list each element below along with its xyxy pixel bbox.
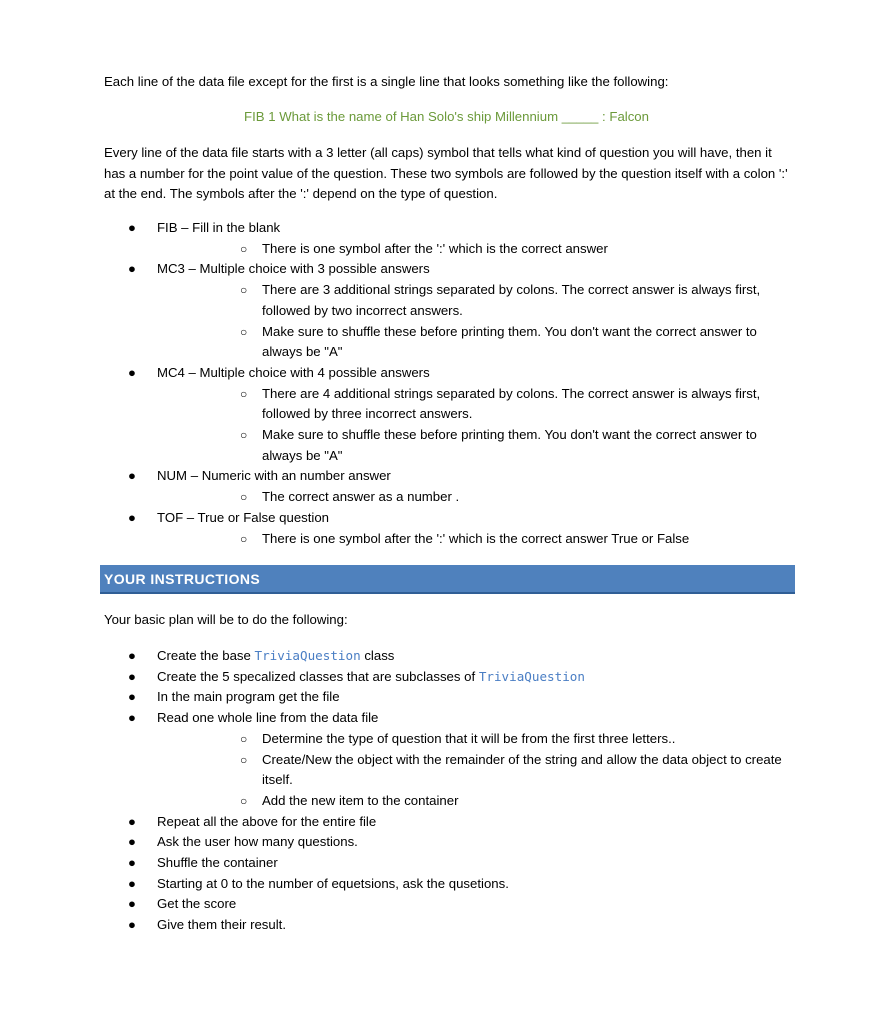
list-item: ● Shuffle the container [104, 853, 794, 874]
bullet-icon: ● [128, 855, 136, 871]
list-item: ○ Create/New the object with the remainder of the string and allow the data object to create itself. [240, 751, 782, 788]
bullet-icon: ● [128, 509, 136, 525]
list-item: ○ There is one symbol after the ':' which is the correct answer True or False [157, 529, 794, 550]
example-data-line: FIB 1 What is the name of Han Solo's ship Millennium _____ : Falcon [244, 109, 649, 124]
list-item: ○ Make sure to shuffle these before printing them. You don't want the correct answer to always be "A" [240, 427, 757, 463]
list-item: ● MC4 – Multiple choice with 4 possible answers ○ There are 4 additional strings separated by colons. The correct answer is always first, followed by three incorrect answers. ○ Make sure to shuffle these before printing them. You don't want the correct answer to always be "A" [104, 363, 794, 467]
list-item: ○ The correct answer as a number . [157, 487, 794, 508]
bullet-icon: ● [128, 364, 136, 380]
circle-bullet-icon: ○ [240, 324, 248, 339]
circle-bullet-icon: ○ [240, 531, 248, 546]
class-name-code: TriviaQuestion [478, 668, 585, 684]
list-item: ● Get the score [104, 894, 794, 915]
list-item: ● Create the base TriviaQuestion class [104, 646, 794, 667]
list-item: ○ Make sure to shuffle these before printing them. You don't want the correct answer to always be "A" [240, 323, 757, 360]
bullet-icon: ● [128, 710, 136, 726]
bullet-icon: ● [128, 689, 136, 705]
list-item: ○ There are 4 additional strings separated by colons. The correct answer is always first, followed by three incorrect answers. [240, 385, 761, 422]
section-heading-bar: YOUR INSTRUCTIONS [100, 565, 795, 594]
bullet-icon: ● [128, 917, 136, 933]
plan-steps-list [104, 646, 794, 936]
list-item: ● MC3 – Multiple choice with 3 possible answers ○ There are 3 additional strings separated by colons. The correct answer is always first, followed by two incorrect answers. ○ Make sure to shuffle these before printing them. You don't want the correct answer to always be "A" [104, 259, 794, 363]
circle-bullet-icon: ○ [240, 793, 248, 808]
list-item: ○ Determine the type of question that it will be from the first three letters.. [157, 729, 794, 750]
list-item: ○ There is one symbol after the ':' which is the correct answer [157, 239, 794, 260]
list-item: ● Starting at 0 to the number of equetsions, ask the qusetions. [104, 874, 794, 895]
list-item: ● TOF – True or False question ○ There is one symbol after the ':' which is the correct answer True or False [104, 508, 794, 549]
circle-bullet-icon: ○ [240, 752, 248, 767]
question-types-list [104, 218, 794, 549]
bullet-icon: ● [128, 896, 136, 912]
list-item: ● In the main program get the file [104, 687, 794, 708]
circle-bullet-icon: ○ [240, 283, 248, 298]
intro-paragraph: Each line of the data file except for the first is a single line that looks something like the following: [104, 74, 669, 89]
list-item: ○ There are 3 additional strings separated by colons. The correct answer is always first, followed by two incorrect answers. [240, 282, 761, 318]
circle-bullet-icon: ○ [240, 731, 248, 746]
list-item: ● NUM – Numeric with an number answer ○ The correct answer as a number . [104, 466, 794, 507]
list-item: ● Repeat all the above for the entire file [104, 812, 794, 833]
list-item: ● Ask the user how many questions. [104, 832, 794, 853]
bullet-icon: ● [128, 875, 136, 891]
bullet-icon: ● [128, 668, 136, 684]
circle-bullet-icon: ○ [240, 490, 248, 505]
list-item: ● Read one whole line from the data file ○ Determine the type of question that it will be from the first three letters.. ○ Create/New the object with the remainder of the string and allow the data object to create itself. ○ Add the new item to the container [104, 708, 794, 812]
class-name-code: TriviaQuestion [254, 648, 361, 663]
bullet-icon: ● [128, 261, 136, 277]
bullet-icon: ● [128, 813, 136, 829]
list-item: ● Give them their result. [104, 915, 794, 936]
list-item: ● FIB – Fill in the blank ○ There is one symbol after the ':' which is the correct answer [104, 218, 794, 259]
bullet-icon: ● [128, 468, 136, 484]
bullet-icon: ● [128, 834, 136, 850]
circle-bullet-icon: ○ [240, 428, 248, 443]
bullet-icon: ● [128, 220, 136, 235]
circle-bullet-icon: ○ [240, 386, 248, 401]
description-paragraph: Every line of the data file starts with a 3 letter (all caps) symbol that tells what kind of question you will have, then it has a number for the point value of the question. These two symbols are followed by the question itself with a colon ':' at the end. The symbols after the ':' depend on the type of question. [104, 145, 788, 202]
circle-bullet-icon: ○ [240, 241, 248, 256]
list-item: ○ Add the new item to the container [157, 791, 794, 812]
list-item: ● Create the 5 specalized classes that are subclasses of TriviaQuestion [104, 667, 794, 688]
bullet-icon: ● [128, 648, 136, 663]
plan-intro: Your basic plan will be to do the following: [104, 612, 348, 627]
